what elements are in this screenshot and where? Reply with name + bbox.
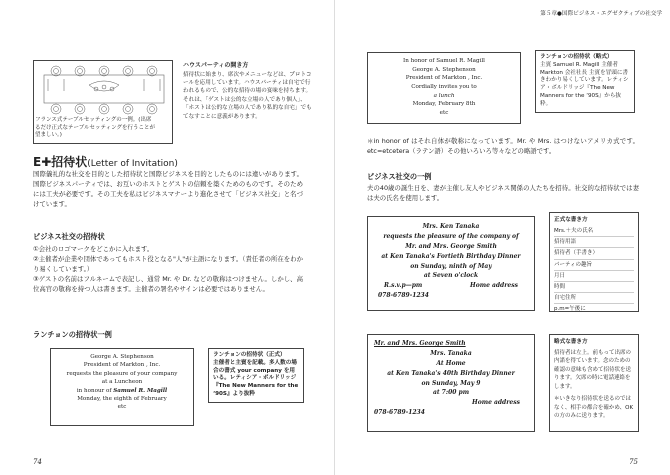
biz-invite-item: ②主催者が企業や団体であってもホスト役となる"人"が主語になります。（責任者の所在をわかり易くしています。） <box>33 254 303 273</box>
formal-card-line: at Seven o'clock <box>423 272 479 280</box>
card-line: a lunch <box>433 92 455 99</box>
chapter-marker: E✚ <box>33 155 52 169</box>
biz-invite-item: ③ゲストの名前はフルネームで表記し、通常 Mr. や Dr. などの敬称はつけません。しかし、高位高官の敬称を持つ人は書きます。主催者の署名やサインは必要ではありません。 <box>33 274 303 293</box>
lunch-short-note-title: ランチョンの招待状（略式） <box>540 54 613 60</box>
illustration-caption: フランス式テーブルセッティングの一例。(出席るだけ正式なテーブルセッティングを行うことが望ましい。) <box>35 117 155 139</box>
card-line: etc <box>117 404 127 411</box>
right-page-number: 75 <box>629 457 638 466</box>
biz-invite-item: ①会社のロゴマークをどこかに入れます。 <box>33 245 154 253</box>
casual-guide-footnote: ＊いきなり招待状を送るのではなく、相手の都合を確かめ、OK の方のみに送ります。 <box>554 396 634 420</box>
lunch-formal-note-title: ランチョンの招待状（正式） <box>213 352 286 358</box>
formal-guide-item: 自宅住所 <box>554 293 634 304</box>
card-line: In honor of Samuel R. Magill <box>403 58 485 64</box>
left-page-number: 74 <box>33 457 42 466</box>
home-address-text: Home address <box>470 282 518 290</box>
casual-guide-body: 招待者は左上。前もって出席の内諾を得ています。念のための確認の意味も含めて招待状を送ります。欠席の時に電話連絡をします。 <box>554 349 632 390</box>
formal-card-line: on Sunday, ninth of May <box>410 262 492 270</box>
card-line: Monday, the eighth of February <box>77 395 167 402</box>
formal-guide-box <box>549 212 639 312</box>
formal-invitation-card <box>367 216 535 311</box>
card-line: in honour of Samuel R. Magill <box>76 387 168 394</box>
lunch-short-note-body: 主賓 Samuel R. Magill 主催者 Markton 会社社長 主賓を冒頭に書きわかり易くしています。レティシア・ボルドリッジ『The New Manners for the ‘90S』から抜粋。 <box>540 61 629 107</box>
rsvp-text: R.s.v.p—pm <box>384 282 423 290</box>
chapter-heading <box>33 154 178 171</box>
chapter-subtitle: (Letter of Invitation) <box>87 159 178 169</box>
house-party-title: ハウスパーティの開き方 <box>183 62 249 69</box>
formal-guide-item: パーティの趣旨 <box>554 260 634 271</box>
casual-card-line: at Ken Tanaka's 40th Birthday Dinner <box>387 369 515 377</box>
chapter-title: 招待状 <box>51 155 88 169</box>
formal-card-line: at Ken Tanaka's Fortieth Birthday Dinner <box>381 252 521 260</box>
intro-paragraph: 国際儀礼的な社交を目的とした招待状と国際ビジネスを目的としたものには違いがあります。国際ビジネスパーティでは、お互いのホストとゲストの信頼を築くためのものです。そのためには工夫が必要です。その工夫を私はビジネスマナーより進化させて「ビジネス社交」と名づけています。 <box>33 170 303 208</box>
phone-text: 078-6789-1234 <box>378 292 429 300</box>
lunch-formal-note-body: 主催者と主賓を記載。多人数の場合の書式 your company を用いる。レティシア・ボルドリッジ『The New Manners for the ‘90S』より抜粋 <box>213 359 299 398</box>
formal-card-line: Mrs. Ken Tanaka <box>422 223 480 230</box>
lunch-formal-note <box>208 348 304 403</box>
lunch-short-note <box>535 50 635 113</box>
casual-card-guest: Mr. and Mrs. George Smith <box>374 340 466 347</box>
casual-card-line: on Sunday, May 9 <box>421 379 481 387</box>
casual-card-line: at 7:00 pm <box>432 389 470 397</box>
right-page <box>335 0 670 475</box>
card-line: President of Markton , Inc. <box>405 75 483 82</box>
formal-card-guest: Mr. and Mrs. George Smith <box>405 242 497 250</box>
formal-guide-item: 招待用語 <box>554 237 634 248</box>
casual-guide-title: 略式な書き方 <box>554 339 588 345</box>
house-party-note <box>183 62 313 121</box>
formal-guide-item: 時間 <box>554 282 634 293</box>
formal-guide-item: 招待者（手書き） <box>554 248 634 259</box>
casual-invitation-card <box>367 334 535 432</box>
formal-guide-title: 正式な書き方 <box>554 217 588 223</box>
card-line: George A. Stephenson <box>90 354 154 360</box>
formal-guide-item: 月日 <box>554 271 634 282</box>
card-line: George A. Stephenson <box>412 66 476 73</box>
house-party-body: 招待状に始まり、席次やメニューなどは、プロトコールを応用しています。ハウスパーティは自宅で行われるもので、公的な招待の場の宴味を持ちます。それは、「ゲストは公的な立場の人であり個人」、「ホストは公的な立場の人であり私的な自宅」でもてなすことに意義があります。 <box>183 71 312 120</box>
lunch-example-heading: ランチョンの招待状一例 <box>33 330 112 339</box>
lunch-invitation-card <box>50 348 194 426</box>
running-header: 第５章●国際ビジネス・エグゼクティブの社交学 <box>540 11 662 17</box>
formal-guide-item: Mrs.＋夫の氏名 <box>554 226 634 237</box>
formal-card-line: requests the pleasure of the company of <box>383 232 519 240</box>
biz-social-intro: 夫の40歳の誕生日を、妻が主催し友人やビジネス関係の人たちを招待。社交的な招待状では妻は夫の氏名を使用します。 <box>367 184 639 202</box>
biz-invite-list <box>33 245 303 295</box>
lunch-short-card <box>367 52 521 124</box>
honoree-name: Samuel R. Magill <box>113 387 168 394</box>
casual-home-address: Home address <box>472 399 520 407</box>
casual-card-line: Mrs. Tanaka <box>430 349 472 357</box>
card-line: Monday, February 8th <box>412 101 476 108</box>
formal-card-footer <box>372 281 530 291</box>
card-line: etc <box>439 109 449 116</box>
casual-card-line: At Home <box>436 359 466 367</box>
honor-note: ＊in honor of はそれ自体が敬称になっています。Mr. や Mrs. はつけないアメリカ式です。etc=etcetera（ラテン語）その他いろいろ等々などの略語です。 <box>367 137 639 155</box>
card-line: requests the pleasure of your company <box>66 370 178 377</box>
casual-guide-box <box>549 334 639 432</box>
formal-guide-item: p.m=午後に <box>554 306 586 313</box>
card-line: at a Luncheon <box>101 379 143 386</box>
biz-social-heading: ビジネス社交の一例 <box>367 172 432 181</box>
biz-invite-heading: ビジネス社交の招待状 <box>33 232 105 241</box>
card-line: President of Markton , Inc. <box>83 362 161 369</box>
card-line: Cordially invites you to <box>411 83 477 90</box>
casual-phone: 078-6789-1234 <box>374 409 425 417</box>
